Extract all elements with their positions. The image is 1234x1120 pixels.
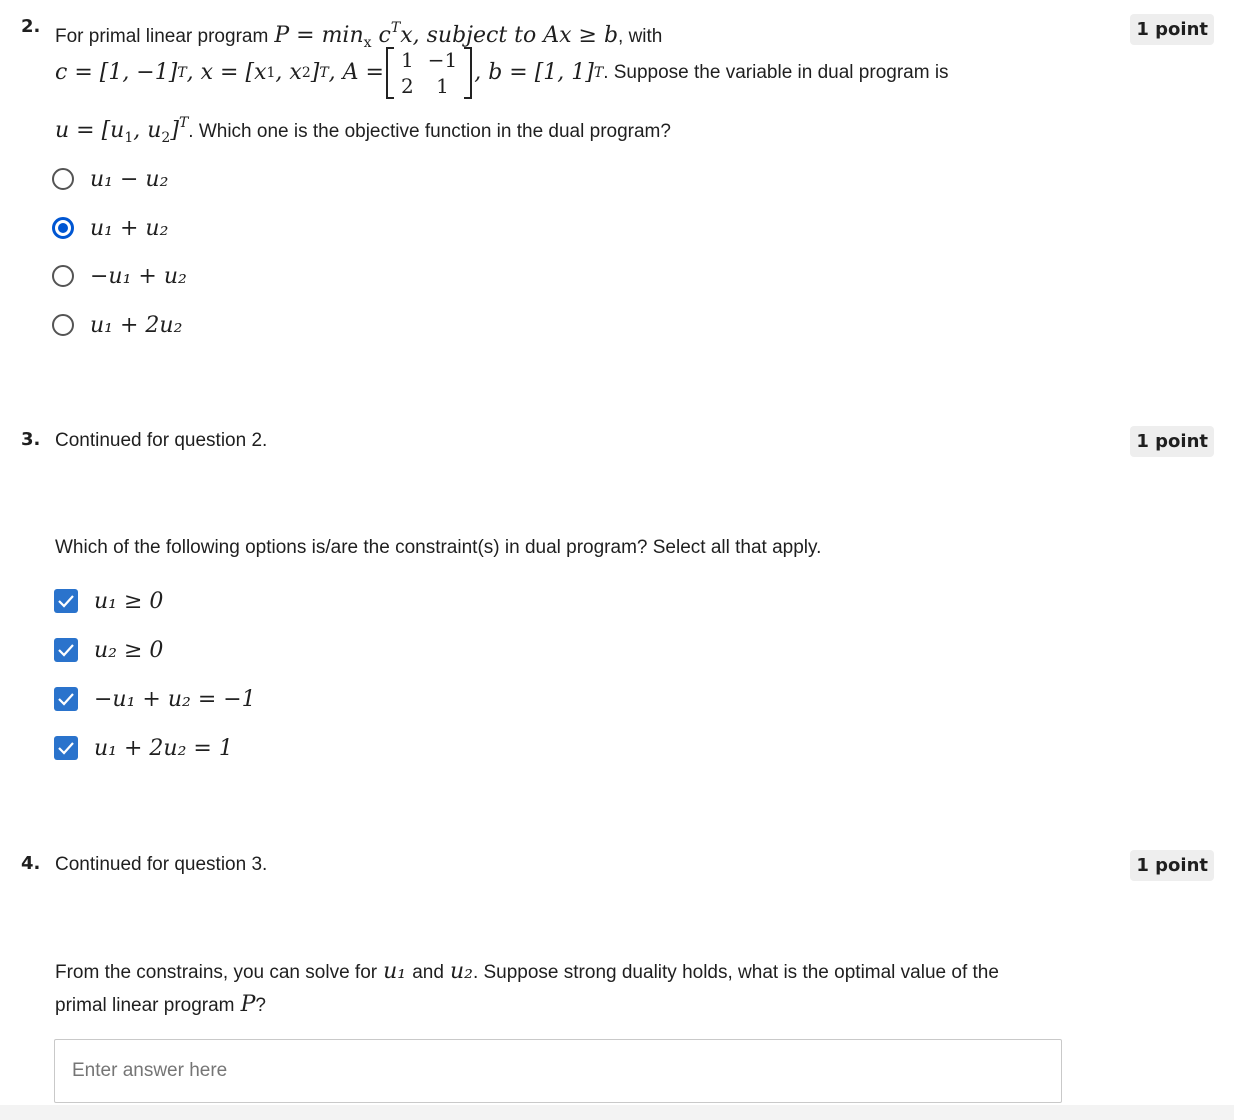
matrix-A: 1 −1 2 1 <box>386 47 472 99</box>
radio-option[interactable]: u₁ + 2u₂ <box>52 310 182 340</box>
question-prompt-line-2: primal linear program P? <box>55 992 266 1017</box>
radio-button-selected[interactable] <box>52 217 74 239</box>
question-intro: Continued for question 2. <box>55 430 268 451</box>
question-number: 2. <box>21 16 41 37</box>
footer-shade <box>0 1105 1234 1120</box>
checkbox-option[interactable]: u₂ ≥ 0 <box>54 635 163 665</box>
checkbox-checked[interactable] <box>54 736 78 760</box>
check-icon <box>57 740 75 756</box>
checkbox-checked[interactable] <box>54 589 78 613</box>
points-badge: 1 point <box>1130 14 1214 45</box>
question-number: 3. <box>21 429 41 450</box>
radio-option[interactable]: u₁ − u₂ <box>52 164 168 194</box>
points-badge: 1 point <box>1130 850 1214 881</box>
question-text-line-2: c = [1, −1] T , x = [x 1 , x 2 ] T , A = 1 −1 2 1 , b = [1, 1] T . Suppose the variable in dual program is <box>55 48 949 98</box>
question-prompt-line-1: From the constrains, you can solve for u₁ and u₂. Suppose strong duality holds, what is the optimal value of the <box>55 959 999 984</box>
question-number: 4. <box>21 853 41 874</box>
check-icon <box>57 691 75 707</box>
checkbox-option[interactable]: u₁ + 2u₂ = 1 <box>54 733 233 763</box>
question-text-line-1: For primal linear program $P = \min_x c^Tx$, subject to Ax ≥ b, with <box>55 20 663 51</box>
question-text-line-3: $u = [u_1$, $u_2]^T$. Which one is the objective function in the dual program? <box>55 115 671 146</box>
checkbox-option[interactable]: −u₁ + u₂ = −1 <box>54 684 256 714</box>
answer-input[interactable] <box>54 1039 1062 1103</box>
checkbox-checked[interactable] <box>54 687 78 711</box>
question-prompt: Which of the following options is/are the constraint(s) in dual program? Select all that apply. <box>55 537 822 558</box>
radio-button[interactable] <box>52 168 74 190</box>
checkbox-checked[interactable] <box>54 638 78 662</box>
radio-button[interactable] <box>52 314 74 336</box>
check-icon <box>57 642 75 658</box>
question-intro: Continued for question 3. <box>55 854 268 875</box>
radio-option-selected[interactable]: u₁ + u₂ <box>52 213 168 243</box>
radio-option[interactable]: −u₁ + u₂ <box>52 261 187 291</box>
points-badge: 1 point <box>1130 426 1214 457</box>
check-icon <box>57 593 75 609</box>
checkbox-option[interactable]: u₁ ≥ 0 <box>54 586 163 616</box>
radio-button[interactable] <box>52 265 74 287</box>
